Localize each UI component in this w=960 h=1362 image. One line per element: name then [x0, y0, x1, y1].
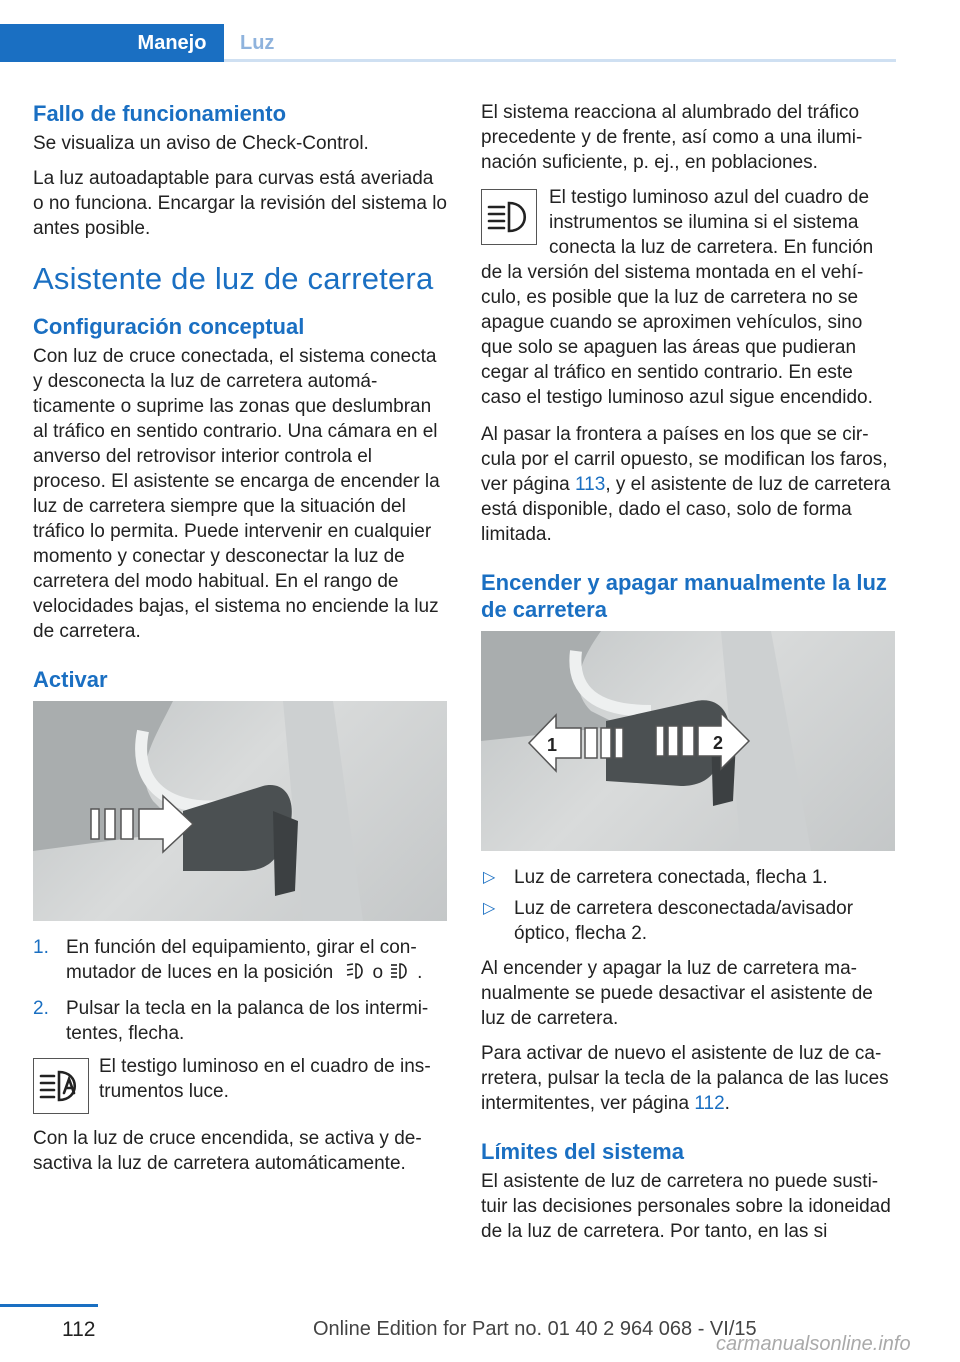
note-text: El testigo luminoso azul del cuadro de instrumentos se ilumina si el sistema conecta la luz de carretera. En función de la versión del sistema montada en el vehículo, es posible que la luz de carretera no se apague cuando se aproximen vehículos, sino que solo se apaguen las áreas que pudieran cegar al tráfico en sentido contrario. En este caso el testigo luminoso azul sigue encendido. — [481, 187, 874, 408]
triangle-bullet-icon: ▷ — [483, 869, 496, 886]
text: , y el asistente de luz de carretera está disponible, dado el caso, solo de forma limitada. — [481, 474, 891, 545]
text: . — [724, 1093, 730, 1114]
step-text: Pulsar la tecla en la palanca de los intermitentes, flecha. — [66, 998, 429, 1044]
edition-text: Online Edition for Part no. 01 40 2 964 068 - VI/15 — [313, 1318, 757, 1340]
bullet-list — [481, 865, 895, 946]
paragraph-frontera — [481, 422, 895, 547]
triangle-bullet-icon: ▷ — [483, 900, 496, 917]
page-link-112[interactable]: 112 — [694, 1093, 725, 1114]
header-rule — [224, 59, 896, 62]
heading-fallo: Fallo de funcionamiento — [33, 101, 287, 126]
step-text: En función del equipamiento, girar el conmutador de luces en la posición — [66, 937, 417, 983]
bullet-text: Luz de carretera conectada, flecha 1. — [514, 867, 828, 888]
high-beam-icon — [389, 961, 411, 988]
arrow-label-1: 1 — [547, 735, 558, 755]
step-text-end: . — [417, 962, 423, 983]
bullet-text: Luz de carretera desconectada/avisador óptico, flecha 2. — [514, 898, 854, 944]
heading-encender: Encender y apagar manualmente la luz de carretera — [481, 570, 887, 622]
heading-limites: Límites del sistema — [481, 1139, 684, 1164]
paragraph-activar — [481, 1041, 895, 1116]
stalk-arrows-illustration — [481, 631, 895, 851]
right-column — [481, 100, 895, 1254]
header-accent-block — [0, 24, 120, 62]
left-column — [33, 100, 447, 1186]
heading-asistente: Asistente de luz de carretera — [33, 261, 434, 296]
paragraph-fallo-1: Se visualiza un aviso de Check-Control. — [33, 133, 369, 154]
high-beam-assist-icon — [33, 1058, 89, 1114]
text: Para activar de nuevo el asistente de luz de carretera, pulsar la tecla de la palanca de las luces intermitentes, ver página — [481, 1043, 889, 1114]
note-testigo-azul — [481, 185, 895, 410]
tab-luz[interactable]: Luz — [240, 32, 275, 54]
paragraph-fallo-2: La luz autoadaptable para curvas está averiada o no funciona. Encargar la revisión del sistema lo antes posible. — [33, 168, 448, 239]
tab-manejo[interactable]: Manejo — [120, 24, 224, 62]
list-item — [481, 896, 895, 946]
photo-stalk-arrows — [481, 631, 895, 851]
step-text-o: o — [372, 962, 384, 983]
paragraph-configuracion: Con luz de cruce conectada, el sistema conecta y desconecta la luz de carretera automáticamente o suprime las zonas que deslumbran al tráfico en sentido contrario. Una cámara en el anverso del retrovisor interior controla el proceso. El asistente se encarga de encender la luz de carretera siempre que la situación del tráfico lo permita. Puede intervenir en cualquier momento y conectar y desconectar la luz de carretera del modo habitual. En el rango de velocidades bajas, el sistema no enciende la luz de carretera. — [33, 346, 440, 642]
step-number: 1. — [33, 937, 49, 958]
photo-stalk-button — [33, 701, 447, 921]
text: Al pasar la frontera a países en los que se circula por el carril opuesto, se modifican los faros, ver página — [481, 424, 888, 495]
page-number: 112 — [62, 1318, 96, 1341]
list-item — [33, 935, 447, 988]
stalk-illustration — [33, 701, 447, 921]
page-link-113[interactable]: 113 — [575, 474, 606, 495]
arrow-label-2: 2 — [713, 733, 724, 753]
heading-configuracion: Configuración conceptual — [33, 314, 305, 339]
list-item — [33, 996, 447, 1046]
note-text: El testigo luminoso en el cuadro de instrumentos luce. — [99, 1056, 431, 1102]
step-number: 2. — [33, 998, 49, 1019]
steps-list — [33, 935, 447, 1046]
heading-activar: Activar — [33, 667, 108, 692]
paragraph-limites: El asistente de luz de carretera no puede sustituir las decisiones personales sobre la idoneidad de la luz de carretera. Por tanto, en las si — [481, 1171, 891, 1242]
footer-rule — [0, 1304, 98, 1307]
paragraph-manual: Al encender y apagar la luz de carretera manualmente se puede desactivar el asistente de luz de carretera. — [481, 958, 873, 1029]
paragraph-cruce: Con la luz de cruce encendida, se activa y desactiva la luz de carretera automáticamente. — [33, 1128, 422, 1174]
watermark: carmanualsonline.info — [716, 1333, 911, 1355]
high-beam-indicator-icon — [481, 189, 537, 245]
headlight-auto-icon — [345, 961, 367, 988]
note-testigo — [33, 1054, 447, 1114]
paragraph-reacciona: El sistema reacciona al alumbrado del tráfico precedente y de frente, así como a una iluminación suficiente, p. ej., en poblaciones. — [481, 102, 863, 173]
list-item — [481, 865, 895, 890]
header-tabbar — [0, 0, 960, 62]
